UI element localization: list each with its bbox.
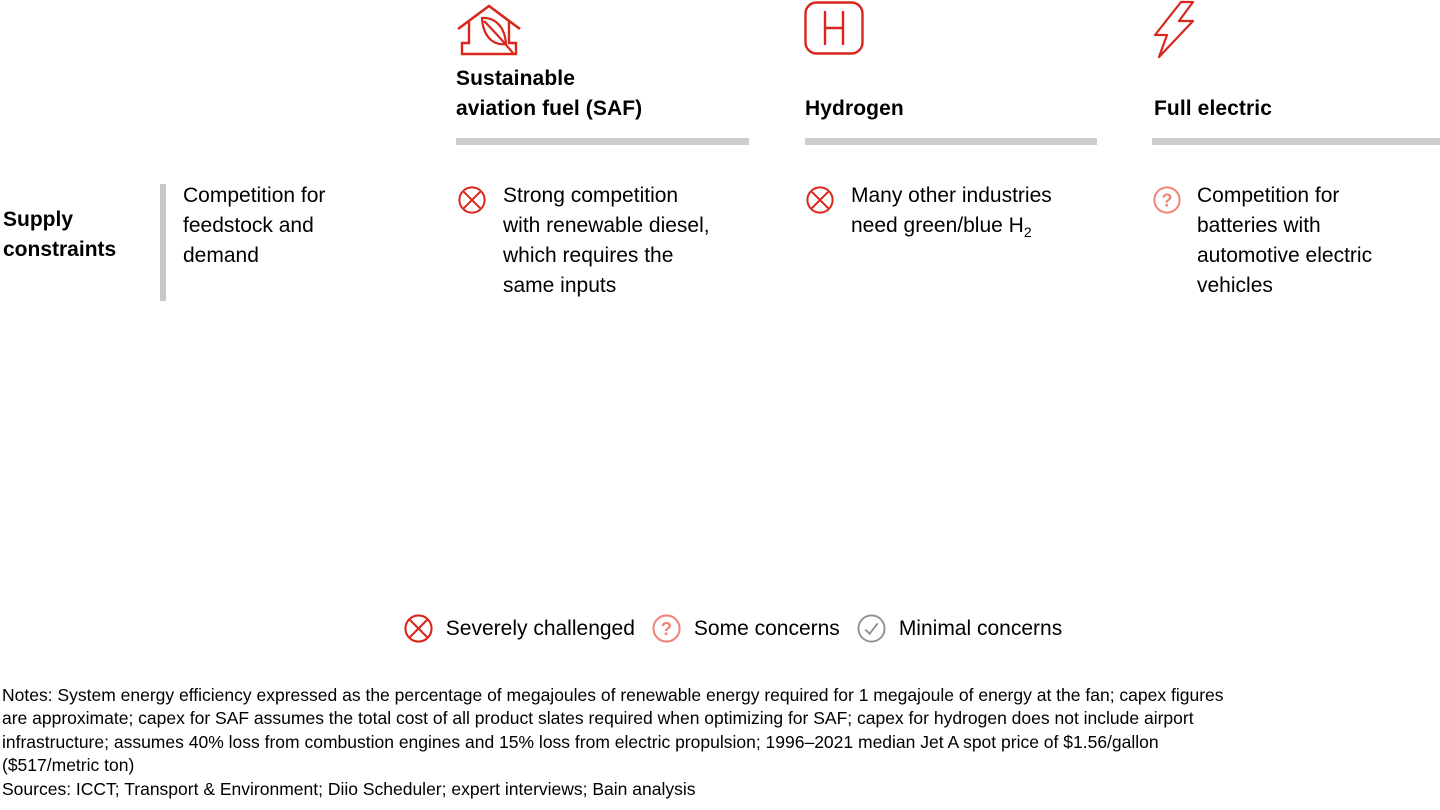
legend-item-some-concerns bbox=[652, 614, 840, 643]
cell-saf-supply-constraints bbox=[458, 181, 758, 301]
h2-subscript: 2 bbox=[1023, 224, 1032, 241]
cell-saf-text: Strong competition with renewable diesel, which requires the same inputs bbox=[503, 184, 710, 297]
cell-hydrogen-supply-constraints bbox=[806, 181, 1106, 241]
status-legend bbox=[26, 614, 1440, 643]
legend-label: Some concerns bbox=[693, 616, 840, 640]
row-label-line1: Supply bbox=[3, 208, 74, 231]
column-underline-saf bbox=[456, 138, 749, 145]
legend-item-severely-challenged bbox=[404, 614, 635, 643]
column-title-electric bbox=[1154, 94, 1440, 124]
legend-item-minimal-concerns bbox=[857, 614, 1062, 643]
row-description-line1: Competition for bbox=[183, 184, 326, 207]
notes-line: infrastructure; assumes 40% loss from combustion engines and 15% loss from electric propulsion; 1996–2021 median Jet A spot price of $1.56/gallon bbox=[2, 731, 1159, 752]
some-concerns-icon bbox=[1153, 186, 1181, 214]
column-title-saf-line2: aviation fuel (SAF) bbox=[456, 97, 643, 120]
column-title-electric-line1: Full electric bbox=[1154, 97, 1273, 120]
cell-electric-supply-constraints bbox=[1153, 181, 1438, 301]
row-description-line2: feedstock and bbox=[183, 214, 314, 237]
column-title-hydrogen bbox=[805, 94, 1105, 124]
cell-hydrogen-text: Many other industries need green/blue $H_2$ bbox=[851, 184, 1052, 241]
lightning-bolt-icon bbox=[1151, 0, 1197, 65]
cell-electric-text: Competition for batteries with automotive electric vehicles bbox=[1197, 184, 1373, 297]
check-circle-icon bbox=[857, 614, 886, 643]
hydrogen-h-square-icon bbox=[804, 1, 864, 60]
column-underline-hydrogen bbox=[805, 138, 1097, 145]
legend-label: Severely challenged bbox=[445, 616, 635, 640]
footnotes bbox=[2, 684, 1224, 801]
notes-line: ($517/metric ton) bbox=[2, 755, 135, 776]
row-divider-bar bbox=[160, 184, 166, 301]
legend-label: Minimal concerns bbox=[898, 616, 1063, 640]
row-label-line2: constraints bbox=[3, 238, 117, 261]
saf-house-leaf-icon bbox=[454, 1, 524, 62]
column-title-saf bbox=[456, 64, 756, 124]
sources-line: Sources: ICCT; Transport & Environment; Diio Scheduler; expert interviews; Bain analysis bbox=[2, 778, 696, 799]
row-label-supply-constraints bbox=[3, 205, 158, 265]
severely-challenged-icon bbox=[458, 186, 486, 214]
svg-text:?: ? bbox=[660, 618, 673, 640]
column-title-saf-line1: Sustainable bbox=[456, 67, 575, 90]
severely-challenged-icon bbox=[806, 186, 834, 214]
question-circle-icon bbox=[652, 614, 681, 643]
row-description bbox=[183, 181, 443, 271]
row-description-line3: demand bbox=[183, 244, 259, 267]
x-circle-icon bbox=[404, 614, 433, 643]
svg-text:?: ? bbox=[1161, 190, 1173, 211]
column-title-hydrogen-line1: Hydrogen bbox=[805, 97, 904, 120]
column-underline-electric bbox=[1152, 138, 1440, 145]
notes-line: Notes: System energy efficiency expressed as the percentage of megajoules of renewable energy required for 1 megajoule of energy at the fan; capex figures bbox=[2, 685, 1224, 705]
notes-line: are approximate; capex for SAF assumes the total cost of all product slates required when optimizing for SAF; capex for hydrogen does not include airport bbox=[2, 708, 1194, 729]
